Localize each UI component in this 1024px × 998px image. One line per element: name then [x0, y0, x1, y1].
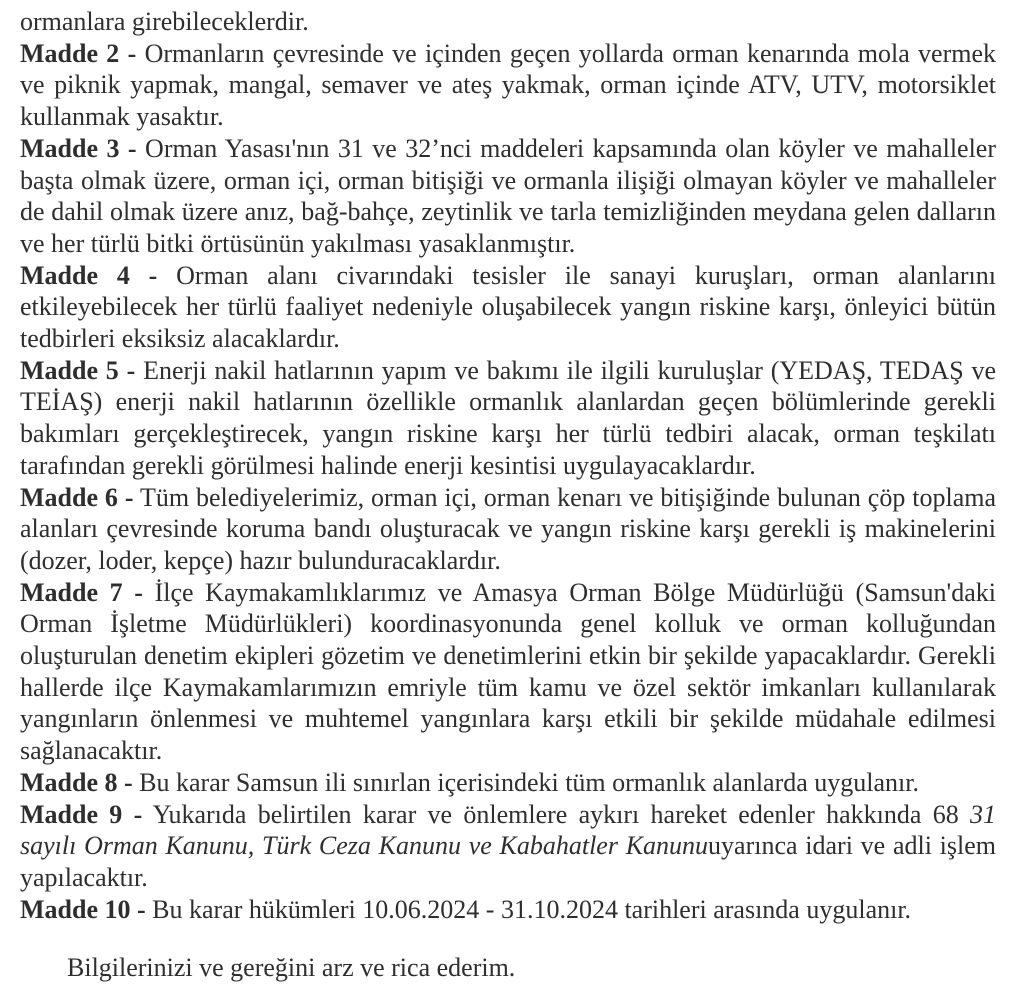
article-madde-2 [20, 38, 996, 133]
article-madde-9-label: Madde 9 - [20, 799, 143, 829]
article-madde-2-label: Madde 2 - [20, 38, 137, 68]
article-madde-5-label: Madde 5 - [20, 355, 136, 385]
article-madde-7 [20, 577, 996, 767]
document-page [20, 6, 996, 984]
article-madde-8-label: Madde 8 - [20, 767, 133, 797]
article-madde-8 [20, 767, 996, 799]
article-madde-7-text: İlçe Kaymakamlıklarımız ve Amasya Orman Bölge Müdürlüğü (Samsun'daki Orman İşletme Müdürlükleri) koordinasyonunda genel kolluk ve orman kolluğundan oluşturulan denetim ekipleri gözetim ve denetimlerini etkin bir şekilde yapacaklardır. Gerekli hallerde ilçe Kaymakamlarımızın emriyle tüm kamu ve özel sektör imkanları kullanılarak yangınların önlenmesi ve muhtemel yangınlara karşı etkili bir şekilde müdahale edilmesi sağlanacaktır. [20, 577, 996, 766]
article-madde-3-label: Madde 3 - [20, 133, 137, 163]
article-madde-7-label: Madde 7 - [20, 577, 143, 607]
article-madde-3-text: Orman Yasası'nın 31 ve 32’nci maddeleri kapsamında olan köyler ve mahalleler başta olmak üzere, orman içi, orman bitişiği ve ormanla ilişiği olmayan köyler ve mahalleler de dahil olmak üzere anız, bağ-bahçe, zeytinlik ve tarla temizliğinden meydana gelen dalların ve her türlü bitki örtüsünün yakılması yasaklanmıştır. [20, 133, 997, 258]
intro-line [20, 6, 996, 38]
article-madde-6-label: Madde 6 - [20, 482, 134, 512]
article-madde-2-text: Ormanların çevresinde ve içinden geçen yollarda orman kenarında mola vermek ve piknik yapmak, mangal, semaver ve ateş yakmak, orman içinde ATV, UTV, motorsiklet kullanmak yasaktır. [20, 38, 997, 132]
article-madde-4-label: Madde 4 - [20, 260, 158, 290]
article-madde-4-text: Orman alanı civarındaki tesisler ile sanayi kuruşları, orman alanlarını etkileyebilecek her türlü faaliyet nedeniyle oluşabilecek yangın riskine karşı, önleyici bütün tedbirleri eksiksiz alacaklardır. [20, 260, 996, 354]
article-madde-10 [20, 894, 996, 926]
article-madde-5 [20, 355, 996, 482]
article-madde-9-text-before: Yukarıda belirtilen karar ve önlemlere aykırı hareket edenler hakkında 68 [152, 799, 959, 829]
article-madde-5-text: Enerji nakil hatlarının yapım ve bakımı ile ilgili kuruluşlar (YEDAŞ, TEDAŞ ve TEİAŞ) enerji nakil hatlarının özellikle ormanlık alanlardan geçen bölümlerinde gerekli bakımları gerçekleştirecek, yangın riskine karşı her türlü tedbiri alacak, orman teşkilatı tarafından gerekli görülmesi halinde enerji kesintisi uygulayacaklardır. [20, 355, 996, 480]
closing-line-text: Bilgilerinizi ve gereğini arz ve rica ederim. [67, 953, 516, 983]
intro-line-text: ormanlara girebileceklerdir. [20, 7, 309, 36]
article-madde-9-law-citation: 31 sayılı Orman Kanunu, Türk Ceza Kanunu ve Kabahatler Kanunu [20, 799, 996, 861]
article-madde-8-text: Bu karar Samsun ili sınırlan içerisindeki tüm ormanlık alanlarda uygulanır. [139, 767, 919, 797]
article-madde-6 [20, 482, 996, 577]
article-madde-10-label: Madde 10 - [20, 894, 146, 924]
article-madde-9 [20, 799, 996, 894]
article-madde-9-text-after: uyarınca idari ve adli işlem yapılacaktır. [20, 831, 996, 892]
article-madde-3 [20, 133, 996, 260]
article-madde-10-text: Bu karar hükümleri 10.06.2024 - 31.10.2024 tarihleri arasında uygulanır. [152, 894, 912, 924]
article-madde-6-text: Tüm belediyelerimiz, orman içi, orman kenarı ve bitişiğinde bulunan çöp toplama alanları çevresinde koruma bandı oluşturacak ve yangın riskine karşı gerekli iş makinelerini (dozer, loder, kepçe) hazır bulunduracaklardır. [20, 482, 996, 575]
closing-line [20, 952, 996, 984]
article-madde-4 [20, 260, 996, 355]
